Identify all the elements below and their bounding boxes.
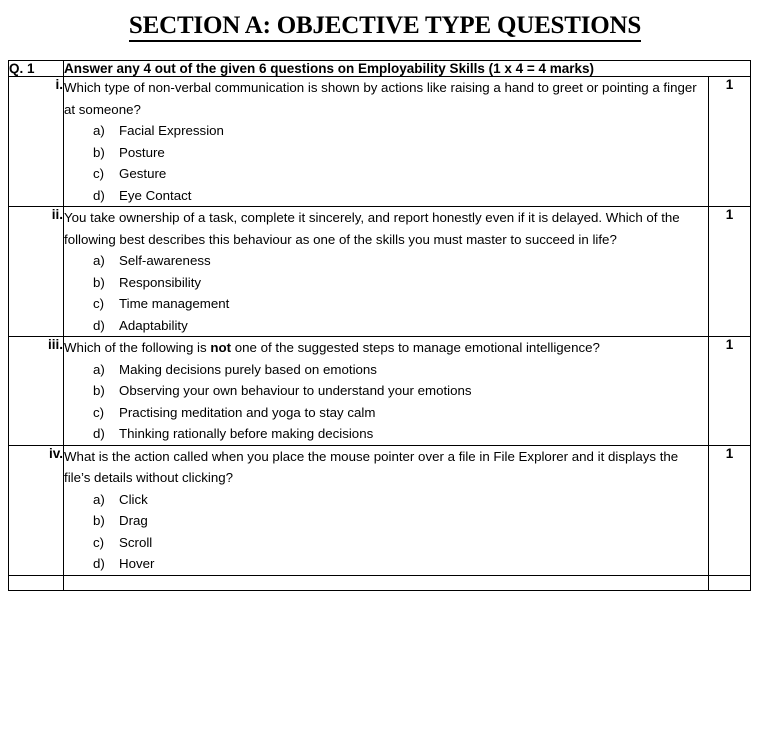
option-label: a) <box>93 123 105 138</box>
table-row <box>9 207 751 337</box>
option-label: b) <box>93 383 105 398</box>
question-marks: 1 <box>709 77 751 207</box>
question-stem: What is the action called when you place the mouse pointer over a file in File Explorer and it displays the file’s details without clicking? <box>64 448 679 485</box>
question-roman-number <box>9 575 64 590</box>
question-stem: You take ownership of a task, complete it sincerely, and report honestly even if it is delayed. Which of the following best describes this behaviour as one of the skills you must master to succeed in life? <box>64 210 680 247</box>
option-text: Eye Contact <box>119 187 192 203</box>
question-body <box>64 445 709 575</box>
table-row <box>9 337 751 446</box>
option-text: Gesture <box>119 166 167 181</box>
question-marks <box>709 575 751 590</box>
page-title <box>0 0 770 40</box>
option-list <box>64 120 708 206</box>
question-marks: 1 <box>709 207 751 337</box>
option-item[interactable] <box>93 142 708 164</box>
option-item[interactable] <box>93 250 708 272</box>
table-row <box>9 445 751 575</box>
instruction-cell: Answer any 4 out of the given 6 questions on Employability Skills (1 x 4 = 4 marks) <box>64 61 751 77</box>
table-header-row <box>9 61 751 77</box>
option-text: Facial Expression <box>119 123 224 138</box>
question-body <box>64 575 709 590</box>
question-marks: 1 <box>709 337 751 446</box>
question-table-body <box>9 61 751 591</box>
option-label: a) <box>93 361 105 377</box>
question-body <box>64 77 709 207</box>
option-list <box>64 489 708 575</box>
option-list <box>64 359 708 445</box>
option-list <box>64 250 708 336</box>
question-roman-number: ii. <box>9 207 64 337</box>
option-text: Responsibility <box>119 274 202 290</box>
option-text: Practising meditation and yoga to stay calm <box>119 404 376 420</box>
option-item[interactable] <box>93 185 708 207</box>
option-label: d) <box>93 187 105 203</box>
option-label: d) <box>93 556 105 571</box>
question-roman-number: iii. <box>9 337 64 446</box>
option-item[interactable] <box>93 120 708 142</box>
question-table-container <box>0 40 770 591</box>
option-item[interactable] <box>93 163 708 185</box>
option-item[interactable] <box>93 553 708 575</box>
option-label: b) <box>93 513 105 528</box>
option-label: c) <box>93 166 105 181</box>
option-text: Scroll <box>119 534 153 550</box>
table-row <box>9 77 751 207</box>
option-item[interactable] <box>93 402 708 424</box>
option-item[interactable] <box>93 489 708 511</box>
table-row <box>9 575 751 590</box>
option-text: Thinking rationally before making decisions <box>119 426 374 441</box>
option-text: Self-awareness <box>119 253 211 268</box>
question-number-cell: Q. 1 <box>9 61 64 77</box>
option-text: Time management <box>119 296 230 311</box>
question-body <box>64 207 709 337</box>
option-text: Adaptability <box>119 317 188 333</box>
option-item[interactable] <box>93 359 708 381</box>
question-stem: Which type of non-verbal communication is shown by actions like raising a hand to greet or pointing a finger at someone? <box>64 80 697 117</box>
option-text: Hover <box>119 556 155 571</box>
option-item[interactable] <box>93 315 708 337</box>
option-item[interactable] <box>93 423 708 445</box>
option-item[interactable] <box>93 272 708 294</box>
option-label: c) <box>93 534 105 550</box>
option-item[interactable] <box>93 532 708 554</box>
question-marks: 1 <box>709 445 751 575</box>
option-label: c) <box>93 404 105 420</box>
option-text: Posture <box>119 144 165 160</box>
question-stem: Which of the following is not one of the suggested steps to manage emotional intelligence? <box>64 340 600 355</box>
question-body <box>64 337 709 446</box>
option-label: b) <box>93 144 105 160</box>
option-item[interactable] <box>93 293 708 315</box>
option-label: c) <box>93 296 105 311</box>
option-item[interactable] <box>93 510 708 532</box>
option-text: Observing your own behaviour to understand your emotions <box>119 383 472 398</box>
page-title-text: SECTION A: OBJECTIVE TYPE QUESTIONS <box>129 12 641 42</box>
question-table <box>8 60 751 591</box>
option-text: Click <box>119 491 148 507</box>
option-label: d) <box>93 426 105 441</box>
option-text: Making decisions purely based on emotions <box>119 361 377 377</box>
option-label: b) <box>93 274 105 290</box>
option-label: a) <box>93 491 105 507</box>
option-item[interactable] <box>93 380 708 402</box>
option-text: Drag <box>119 513 148 528</box>
question-roman-number: i. <box>9 77 64 207</box>
option-label: a) <box>93 253 105 268</box>
question-roman-number: iv. <box>9 445 64 575</box>
option-label: d) <box>93 317 105 333</box>
